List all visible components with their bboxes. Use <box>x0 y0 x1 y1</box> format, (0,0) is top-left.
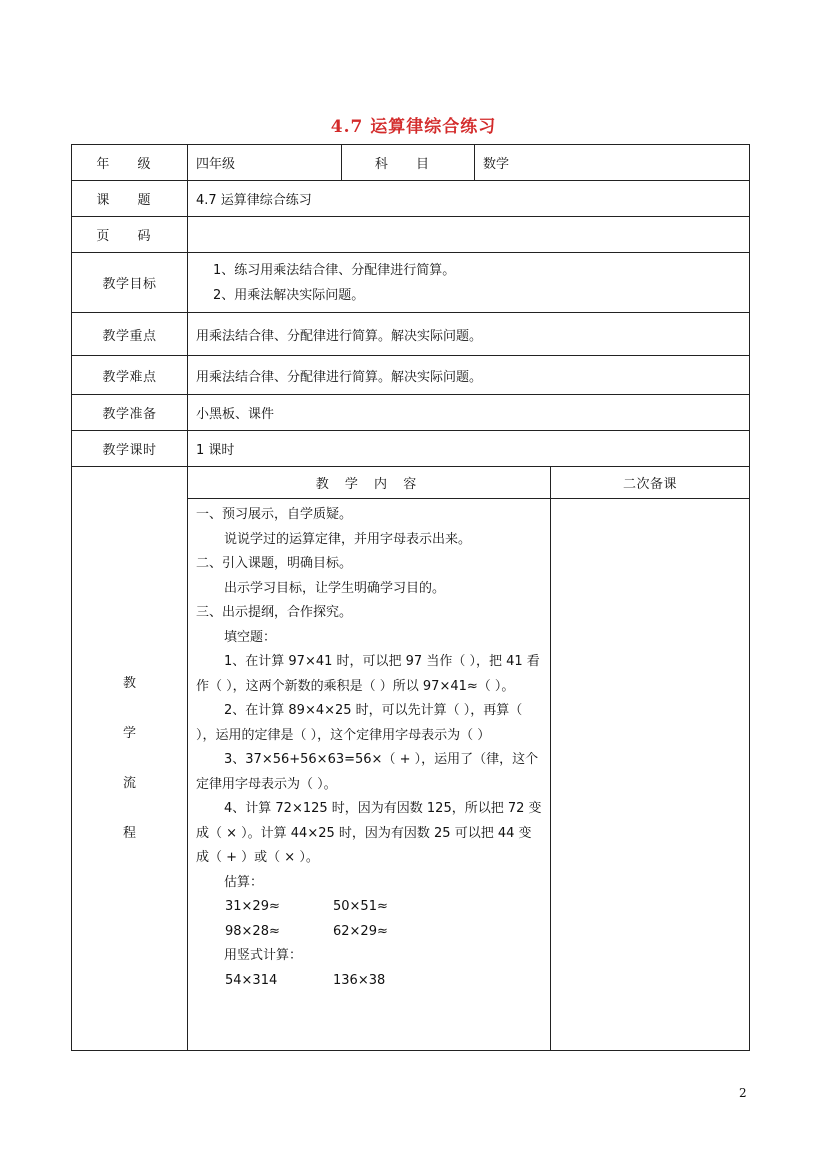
subject-label: 科 目 <box>342 145 475 181</box>
estimate-item: 31×29≈ <box>225 899 280 914</box>
prep-label: 教学准备 <box>72 395 188 431</box>
vertical-calc-row <box>196 969 544 994</box>
content-line: 1、在计算 97×41 时，可以把 97 当作（ ），把 41 看作（ ），这两个新数的乘积是（ ）所以 97×41≈（ ）。 <box>196 654 540 694</box>
vertical-calc-label: 用竖式计算： <box>224 948 303 963</box>
subject-value: 数学 <box>475 145 750 181</box>
estimate-row <box>196 920 544 945</box>
vertical-calc-item: 136×38 <box>333 972 386 988</box>
flow-char: 程 <box>122 825 136 841</box>
page-row <box>72 217 750 253</box>
page-value <box>188 217 750 253</box>
content-line: 2、在计算 89×4×25 时，可以先计算（ ），再算（ ），运用的定律是（ ），这个定律用字母表示为（ ） <box>196 703 523 743</box>
notes-body <box>551 499 750 1051</box>
page-number: 2 <box>739 1086 747 1100</box>
content-line: 一、预习展示，自学质疑。 <box>196 507 353 522</box>
flow-char: 流 <box>122 775 136 791</box>
content-line: 二、引入课题，明确目标。 <box>196 556 353 571</box>
estimate-item: 62×29≈ <box>333 923 388 939</box>
document-title: 4.7 运算律综合练习 <box>330 117 497 137</box>
prep-row <box>72 395 750 431</box>
content-line: 估算： <box>224 874 264 890</box>
difficulty-label: 教学难点 <box>72 356 188 395</box>
estimate-row <box>196 895 544 920</box>
content-line: 3、37×56+56×63=56×（ + ），运用了（律，这个定律用字母表示为（ ）。 <box>196 752 539 792</box>
page-label: 页 码 <box>72 217 188 253</box>
content-line: 说说学过的运算定律，并用字母表示出来。 <box>224 531 472 547</box>
content-line: 三、出示提纲，合作探究。 <box>196 605 353 620</box>
grade-value: 四年级 <box>188 145 342 181</box>
goals-cell <box>188 253 750 313</box>
flow-char: 教 <box>122 675 136 691</box>
flow-char: 学 <box>122 725 136 741</box>
content-line: 4、计算 72×125 时，因为有因数 125，所以把 72 变成（ × ）。计算 44×25 时，因为有因数 25 可以把 44 变成（ + ）或（ × ）。 <box>196 801 542 865</box>
goals-row <box>72 253 750 313</box>
hours-value: 1 课时 <box>188 431 750 467</box>
estimate-item: 50×51≈ <box>333 899 388 914</box>
estimate-item: 98×28≈ <box>225 923 280 939</box>
difficulty-value: 用乘法结合律、分配律进行简算。解决实际问题。 <box>188 356 750 395</box>
content-header: 教 学 内 容 <box>188 467 551 499</box>
hours-row <box>72 431 750 467</box>
topic-value: 4.7 运算律综合练习 <box>188 181 750 217</box>
content-header-row <box>72 467 750 499</box>
hours-label: 教学课时 <box>72 431 188 467</box>
content-line: 出示学习目标，让学生明确学习目的。 <box>224 580 446 596</box>
lesson-plan-table <box>71 144 750 1051</box>
difficulty-row <box>72 356 750 395</box>
grade-row <box>72 145 750 181</box>
topic-label: 课 题 <box>72 181 188 217</box>
flow-label-cell <box>72 467 188 1051</box>
grade-label: 年 级 <box>72 145 188 181</box>
content-line: 填空题： <box>224 629 277 645</box>
vertical-calc-item: 54×314 <box>225 972 278 988</box>
goal-item: 2、用乘法解决实际问题。 <box>213 287 365 303</box>
notes-header: 二次备课 <box>551 467 750 499</box>
prep-value: 小黑板、课件 <box>188 395 750 431</box>
key-row <box>72 313 750 356</box>
key-value: 用乘法结合律、分配律进行简算。解决实际问题。 <box>188 313 750 356</box>
topic-row <box>72 181 750 217</box>
goals-label: 教学目标 <box>72 253 188 313</box>
goal-item: 1、练习用乘法结合律、分配律进行简算。 <box>213 262 456 278</box>
content-body <box>188 499 551 1051</box>
key-label: 教学重点 <box>72 313 188 356</box>
